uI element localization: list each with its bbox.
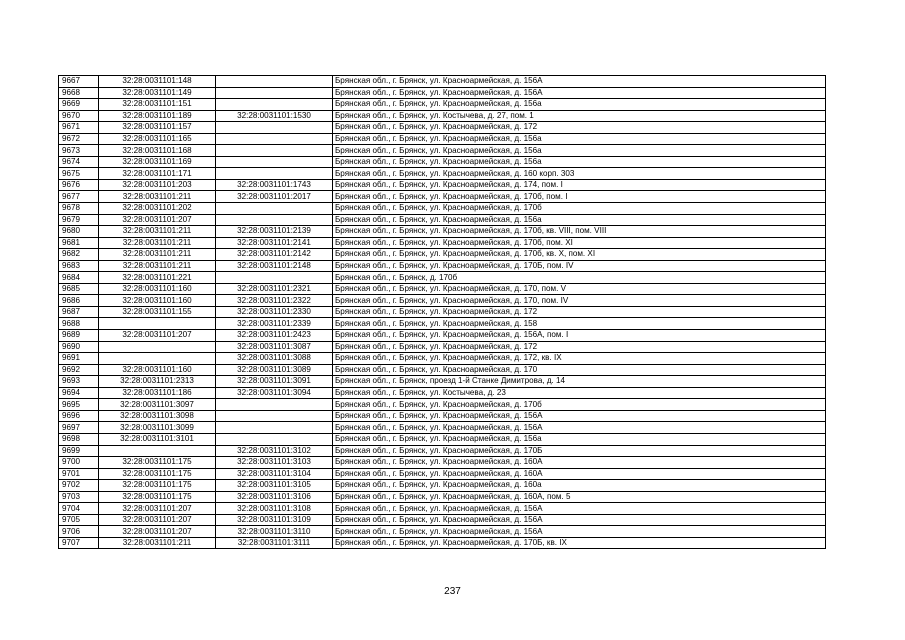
table-row xyxy=(59,156,826,168)
row-number-cell: 9686 xyxy=(59,295,99,307)
table-row xyxy=(59,468,826,480)
object-cadastral-number-cell: 32:28:0031101:3106 xyxy=(216,491,333,503)
row-number-cell: 9683 xyxy=(59,260,99,272)
row-number-cell: 9695 xyxy=(59,399,99,411)
object-cadastral-number-cell xyxy=(216,156,333,168)
cadastral-number-cell: 32:28:0031101:3101 xyxy=(99,433,216,445)
cadastral-number-cell xyxy=(99,318,216,330)
table-row xyxy=(59,133,826,145)
cadastral-number-cell: 32:28:0031101:203 xyxy=(99,179,216,191)
cadastral-number-cell: 32:28:0031101:160 xyxy=(99,283,216,295)
table-row xyxy=(59,514,826,526)
object-cadastral-number-cell: 32:28:0031101:3104 xyxy=(216,468,333,480)
cadastral-number-cell: 32:28:0031101:155 xyxy=(99,306,216,318)
address-cell: Брянская обл., г. Брянск, проезд 1-й Станке Димитрова, д. 14 xyxy=(333,376,826,388)
address-cell: Брянская обл., г. Брянск, ул. Красноармейская, д. 170б xyxy=(333,203,826,215)
cadastral-number-cell: 32:28:0031101:175 xyxy=(99,491,216,503)
cadastral-number-cell: 32:28:0031101:168 xyxy=(99,145,216,157)
table-row xyxy=(59,122,826,134)
cadastral-number-cell: 32:28:0031101:189 xyxy=(99,110,216,122)
cadastral-number-cell: 32:28:0031101:2313 xyxy=(99,376,216,388)
table-row xyxy=(59,237,826,249)
cadastral-number-cell: 32:28:0031101:211 xyxy=(99,226,216,238)
table-row xyxy=(59,168,826,180)
table-row xyxy=(59,203,826,215)
row-number-cell: 9671 xyxy=(59,122,99,134)
cadastral-number-cell: 32:28:0031101:221 xyxy=(99,272,216,284)
object-cadastral-number-cell xyxy=(216,133,333,145)
cadastral-number-cell: 32:28:0031101:3097 xyxy=(99,399,216,411)
cadastral-number-cell: 32:28:0031101:211 xyxy=(99,537,216,549)
address-cell: Брянская обл., г. Брянск, ул. Красноармейская, д. 174, пом. I xyxy=(333,179,826,191)
registry-table-body xyxy=(59,76,826,549)
cadastral-number-cell: 32:28:0031101:175 xyxy=(99,480,216,492)
object-cadastral-number-cell: 32:28:0031101:3103 xyxy=(216,457,333,469)
address-cell: Брянская обл., г. Брянск, ул. Красноармейская, д. 170б xyxy=(333,399,826,411)
cadastral-number-cell: 32:28:0031101:175 xyxy=(99,457,216,469)
row-number-cell: 9704 xyxy=(59,503,99,515)
cadastral-number-cell: 32:28:0031101:165 xyxy=(99,133,216,145)
object-cadastral-number-cell: 32:28:0031101:3108 xyxy=(216,503,333,515)
object-cadastral-number-cell: 32:28:0031101:3088 xyxy=(216,353,333,365)
table-row xyxy=(59,214,826,226)
row-number-cell: 9678 xyxy=(59,203,99,215)
object-cadastral-number-cell: 32:28:0031101:3094 xyxy=(216,387,333,399)
table-row xyxy=(59,318,826,330)
address-cell: Брянская обл., г. Брянск, ул. Красноармейская, д. 160а xyxy=(333,480,826,492)
table-row xyxy=(59,226,826,238)
table-row xyxy=(59,249,826,261)
table-row xyxy=(59,387,826,399)
cadastral-number-cell: 32:28:0031101:207 xyxy=(99,330,216,342)
address-cell: Брянская обл., г. Брянск, ул. Красноармейская, д. 156а xyxy=(333,133,826,145)
row-number-cell: 9681 xyxy=(59,237,99,249)
object-cadastral-number-cell: 32:28:0031101:2330 xyxy=(216,306,333,318)
object-cadastral-number-cell: 32:28:0031101:2322 xyxy=(216,295,333,307)
address-cell: Брянская обл., г. Брянск, ул. Красноармейская, д. 160 корп. 303 xyxy=(333,168,826,180)
cadastral-number-cell: 32:28:0031101:207 xyxy=(99,214,216,226)
table-row xyxy=(59,272,826,284)
cadastral-number-cell xyxy=(99,341,216,353)
table-row xyxy=(59,353,826,365)
object-cadastral-number-cell: 32:28:0031101:2148 xyxy=(216,260,333,272)
row-number-cell: 9680 xyxy=(59,226,99,238)
address-cell: Брянская обл., г. Брянск, ул. Красноармейская, д. 160А xyxy=(333,457,826,469)
row-number-cell: 9707 xyxy=(59,537,99,549)
page-number: 237 xyxy=(444,586,461,597)
address-cell: Брянская обл., г. Брянск, ул. Красноармейская, д. 170б, кв. VIII, пом. VIII xyxy=(333,226,826,238)
address-cell: Брянская обл., г. Брянск, ул. Красноармейская, д. 156А xyxy=(333,76,826,88)
object-cadastral-number-cell xyxy=(216,203,333,215)
table-row xyxy=(59,283,826,295)
object-cadastral-number-cell: 32:28:0031101:2423 xyxy=(216,330,333,342)
row-number-cell: 9697 xyxy=(59,422,99,434)
cadastral-number-cell: 32:28:0031101:169 xyxy=(99,156,216,168)
address-cell: Брянская обл., г. Брянск, ул. Красноармейская, д. 172, кв. IX xyxy=(333,353,826,365)
table-row xyxy=(59,364,826,376)
table-row xyxy=(59,457,826,469)
address-cell: Брянская обл., г. Брянск, ул. Красноармейская, д. 156а xyxy=(333,99,826,111)
row-number-cell: 9677 xyxy=(59,191,99,203)
address-cell: Брянская обл., г. Брянск, ул. Красноармейская, д. 156А xyxy=(333,526,826,538)
row-number-cell: 9706 xyxy=(59,526,99,538)
address-cell: Брянская обл., г. Брянск, ул. Красноармейская, д. 156А xyxy=(333,503,826,515)
cadastral-number-cell: 32:28:0031101:160 xyxy=(99,295,216,307)
object-cadastral-number-cell: 32:28:0031101:3110 xyxy=(216,526,333,538)
cadastral-number-cell: 32:28:0031101:3099 xyxy=(99,422,216,434)
row-number-cell: 9672 xyxy=(59,133,99,145)
row-number-cell: 9694 xyxy=(59,387,99,399)
table-row xyxy=(59,503,826,515)
table-row xyxy=(59,260,826,272)
object-cadastral-number-cell: 32:28:0031101:3102 xyxy=(216,445,333,457)
address-cell: Брянская обл., г. Брянск, ул. Костычева, д. 23 xyxy=(333,387,826,399)
cadastral-number-cell: 32:28:0031101:207 xyxy=(99,503,216,515)
table-row xyxy=(59,306,826,318)
row-number-cell: 9674 xyxy=(59,156,99,168)
address-cell: Брянская обл., г. Брянск, ул. Красноармейская, д. 170 xyxy=(333,364,826,376)
address-cell: Брянская обл., г. Брянск, ул. Красноармейская, д. 158 xyxy=(333,318,826,330)
table-row xyxy=(59,410,826,422)
object-cadastral-number-cell xyxy=(216,433,333,445)
row-number-cell: 9684 xyxy=(59,272,99,284)
address-cell: Брянская обл., г. Брянск, ул. Красноармейская, д. 160А xyxy=(333,468,826,480)
row-number-cell: 9676 xyxy=(59,179,99,191)
row-number-cell: 9701 xyxy=(59,468,99,480)
table-row xyxy=(59,179,826,191)
cadastral-number-cell: 32:28:0031101:207 xyxy=(99,514,216,526)
row-number-cell: 9670 xyxy=(59,110,99,122)
table-row xyxy=(59,76,826,88)
row-number-cell: 9699 xyxy=(59,445,99,457)
table-row xyxy=(59,295,826,307)
table-row xyxy=(59,491,826,503)
cadastral-number-cell: 32:28:0031101:160 xyxy=(99,364,216,376)
object-cadastral-number-cell xyxy=(216,422,333,434)
row-number-cell: 9682 xyxy=(59,249,99,261)
address-cell: Брянская обл., г. Брянск, ул. Красноармейская, д. 172 xyxy=(333,122,826,134)
object-cadastral-number-cell xyxy=(216,145,333,157)
table-row xyxy=(59,376,826,388)
cadastral-number-cell: 32:28:0031101:151 xyxy=(99,99,216,111)
row-number-cell: 9675 xyxy=(59,168,99,180)
table-row xyxy=(59,422,826,434)
row-number-cell: 9685 xyxy=(59,283,99,295)
table-row xyxy=(59,433,826,445)
row-number-cell: 9691 xyxy=(59,353,99,365)
address-cell: Брянская обл., г. Брянск, д. 170б xyxy=(333,272,826,284)
cadastral-number-cell: 32:28:0031101:211 xyxy=(99,260,216,272)
address-cell: Брянская обл., г. Брянск, ул. Красноармейская, д. 170б, пом. XI xyxy=(333,237,826,249)
object-cadastral-number-cell: 32:28:0031101:3109 xyxy=(216,514,333,526)
table-row xyxy=(59,87,826,99)
object-cadastral-number-cell xyxy=(216,87,333,99)
object-cadastral-number-cell: 32:28:0031101:1530 xyxy=(216,110,333,122)
object-cadastral-number-cell xyxy=(216,410,333,422)
cadastral-number-cell: 32:28:0031101:175 xyxy=(99,468,216,480)
object-cadastral-number-cell xyxy=(216,76,333,88)
address-cell: Брянская обл., г. Брянск, ул. Красноармейская, д. 156а xyxy=(333,156,826,168)
row-number-cell: 9692 xyxy=(59,364,99,376)
address-cell: Брянская обл., г. Брянск, ул. Красноармейская, д. 156а xyxy=(333,145,826,157)
table-row xyxy=(59,341,826,353)
address-cell: Брянская обл., г. Брянск, ул. Костычева, д. 27, пом. 1 xyxy=(333,110,826,122)
object-cadastral-number-cell xyxy=(216,122,333,134)
address-cell: Брянская обл., г. Брянск, ул. Красноармейская, д. 172 xyxy=(333,306,826,318)
object-cadastral-number-cell: 32:28:0031101:3105 xyxy=(216,480,333,492)
object-cadastral-number-cell: 32:28:0031101:2142 xyxy=(216,249,333,261)
address-cell: Брянская обл., г. Брянск, ул. Красноармейская, д. 156А xyxy=(333,87,826,99)
object-cadastral-number-cell xyxy=(216,399,333,411)
address-cell: Брянская обл., г. Брянск, ул. Красноармейская, д. 156а xyxy=(333,433,826,445)
object-cadastral-number-cell: 32:28:0031101:3111 xyxy=(216,537,333,549)
table-row xyxy=(59,191,826,203)
row-number-cell: 9687 xyxy=(59,306,99,318)
row-number-cell: 9688 xyxy=(59,318,99,330)
row-number-cell: 9667 xyxy=(59,76,99,88)
object-cadastral-number-cell: 32:28:0031101:2321 xyxy=(216,283,333,295)
row-number-cell: 9700 xyxy=(59,457,99,469)
object-cadastral-number-cell xyxy=(216,272,333,284)
cadastral-number-cell: 32:28:0031101:186 xyxy=(99,387,216,399)
row-number-cell: 9703 xyxy=(59,491,99,503)
cadastral-number-cell: 32:28:0031101:157 xyxy=(99,122,216,134)
cadastral-number-cell: 32:28:0031101:207 xyxy=(99,526,216,538)
address-cell: Брянская обл., г. Брянск, ул. Красноармейская, д. 170Б, пом. IV xyxy=(333,260,826,272)
address-cell: Брянская обл., г. Брянск, ул. Красноармейская, д. 170Б, кв. IX xyxy=(333,537,826,549)
address-cell: Брянская обл., г. Брянск, ул. Красноармейская, д. 160А, пом. 5 xyxy=(333,491,826,503)
row-number-cell: 9689 xyxy=(59,330,99,342)
table-row xyxy=(59,145,826,157)
object-cadastral-number-cell: 32:28:0031101:2139 xyxy=(216,226,333,238)
address-cell: Брянская обл., г. Брянск, ул. Красноармейская, д. 156А xyxy=(333,422,826,434)
cadastral-number-cell: 32:28:0031101:149 xyxy=(99,87,216,99)
row-number-cell: 9698 xyxy=(59,433,99,445)
address-cell: Брянская обл., г. Брянск, ул. Красноармейская, д. 156А, пом. I xyxy=(333,330,826,342)
address-cell: Брянская обл., г. Брянск, ул. Красноармейская, д. 156А xyxy=(333,410,826,422)
table-row xyxy=(59,110,826,122)
cadastral-number-cell: 32:28:0031101:148 xyxy=(99,76,216,88)
address-cell: Брянская обл., г. Брянск, ул. Красноармейская, д. 156А xyxy=(333,514,826,526)
cadastral-number-cell: 32:28:0031101:211 xyxy=(99,191,216,203)
object-cadastral-number-cell: 32:28:0031101:3091 xyxy=(216,376,333,388)
cadastral-number-cell xyxy=(99,445,216,457)
table-row xyxy=(59,330,826,342)
row-number-cell: 9669 xyxy=(59,99,99,111)
object-cadastral-number-cell xyxy=(216,214,333,226)
address-cell: Брянская обл., г. Брянск, ул. Красноармейская, д. 170, пом. IV xyxy=(333,295,826,307)
row-number-cell: 9679 xyxy=(59,214,99,226)
row-number-cell: 9668 xyxy=(59,87,99,99)
table-row xyxy=(59,537,826,549)
table-row xyxy=(59,526,826,538)
table-row xyxy=(59,399,826,411)
address-cell: Брянская обл., г. Брянск, ул. Красноармейская, д. 170б, кв. X, пом. XI xyxy=(333,249,826,261)
object-cadastral-number-cell: 32:28:0031101:2141 xyxy=(216,237,333,249)
table-row xyxy=(59,445,826,457)
address-cell: Брянская обл., г. Брянск, ул. Красноармейская, д. 170б, пом. I xyxy=(333,191,826,203)
object-cadastral-number-cell xyxy=(216,168,333,180)
address-cell: Брянская обл., г. Брянск, ул. Красноармейская, д. 170Б xyxy=(333,445,826,457)
object-cadastral-number-cell: 32:28:0031101:2017 xyxy=(216,191,333,203)
row-number-cell: 9673 xyxy=(59,145,99,157)
row-number-cell: 9690 xyxy=(59,341,99,353)
object-cadastral-number-cell: 32:28:0031101:1743 xyxy=(216,179,333,191)
address-cell: Брянская обл., г. Брянск, ул. Красноармейская, д. 170, пом. V xyxy=(333,283,826,295)
row-number-cell: 9693 xyxy=(59,376,99,388)
address-cell: Брянская обл., г. Брянск, ул. Красноармейская, д. 172 xyxy=(333,341,826,353)
object-cadastral-number-cell xyxy=(216,99,333,111)
registry-table xyxy=(58,75,826,549)
cadastral-number-cell xyxy=(99,353,216,365)
address-cell: Брянская обл., г. Брянск, ул. Красноармейская, д. 156а xyxy=(333,214,826,226)
cadastral-number-cell: 32:28:0031101:171 xyxy=(99,168,216,180)
row-number-cell: 9705 xyxy=(59,514,99,526)
object-cadastral-number-cell: 32:28:0031101:3089 xyxy=(216,364,333,376)
table-row xyxy=(59,99,826,111)
cadastral-number-cell: 32:28:0031101:211 xyxy=(99,249,216,261)
table-row xyxy=(59,480,826,492)
cadastral-number-cell: 32:28:0031101:211 xyxy=(99,237,216,249)
row-number-cell: 9702 xyxy=(59,480,99,492)
object-cadastral-number-cell: 32:28:0031101:2339 xyxy=(216,318,333,330)
cadastral-number-cell: 32:28:0031101:3098 xyxy=(99,410,216,422)
row-number-cell: 9696 xyxy=(59,410,99,422)
object-cadastral-number-cell: 32:28:0031101:3087 xyxy=(216,341,333,353)
cadastral-number-cell: 32:28:0031101:202 xyxy=(99,203,216,215)
